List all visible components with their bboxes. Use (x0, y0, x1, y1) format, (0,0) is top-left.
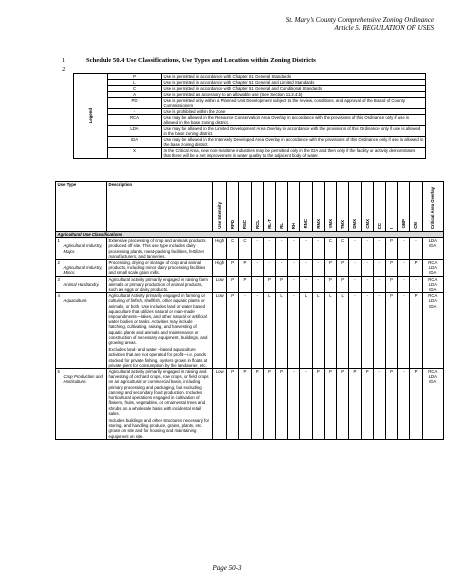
zone-value-cell: - (410, 238, 422, 260)
zone-value-cell: P (227, 260, 239, 277)
description-cell (107, 238, 213, 260)
intensity-cell: Low (213, 276, 227, 293)
zone-header (337, 182, 349, 232)
zone-value-cell: - (373, 260, 385, 277)
legend-text: In the Critical Area, new non-maritime industries may be permitted only in the IDA and then only if the facility or activity demonstrates that there will be a net improvement in water quality to the adjacent body of water. (162, 148, 426, 159)
zone-value-cell: P (276, 276, 288, 293)
zone-value-cell: L (324, 293, 336, 369)
table-header-row (56, 182, 444, 232)
zone-value-cell: - (373, 238, 385, 260)
description-cell (107, 276, 213, 293)
zone-value-cell: P (276, 369, 288, 440)
zone-value-cell: - (373, 293, 385, 369)
zone-value-cell: P (410, 369, 422, 440)
legend-row (74, 98, 426, 109)
zone-header-label: RPD (230, 219, 236, 229)
zone-value-cell: - (361, 260, 373, 277)
zone-header (361, 182, 373, 232)
zone-value-cell: P (385, 238, 397, 260)
schedule-title: Schedule 50.4 Use Classifications, Use Types and Location within Zoning Districts (86, 57, 316, 64)
use-type-cell (56, 276, 107, 293)
line-number: 2 (62, 66, 66, 73)
intensity-cell: High (213, 238, 227, 260)
zone-value-cell: - (398, 369, 410, 440)
zone-header-label: CC (376, 222, 382, 229)
zone-value-cell: L (300, 293, 312, 369)
zone-header (410, 182, 422, 232)
zone-header-label: RL (279, 223, 284, 229)
table-row (56, 293, 444, 369)
zone-value-cell: - (288, 260, 300, 277)
zone-value-cell: - (263, 260, 275, 277)
description-paragraph: Agricultural activity primarily engaged in raising farm animals or primary production of animal products, such as eggs or dairy products. (108, 276, 208, 293)
legend-text: Use may be allowed in the Intensely Developed Area Overlay in accordance with the provisions of this Ordinance only if use is allowed in the base zoning district. (162, 137, 426, 148)
legend-text: Use is permitted in accordance with Chapter 51 General and Limited Standards (162, 80, 426, 86)
zone-value-cell: - (398, 238, 410, 260)
legend-code: P (108, 74, 162, 80)
legend-code: LDA (108, 126, 162, 137)
zone-value-cell: - (398, 276, 410, 293)
zone-value-cell: P (337, 369, 349, 440)
legend-label-cell (74, 74, 108, 159)
zone-header-label: RL-T (266, 219, 272, 229)
use-classification-table (55, 181, 444, 440)
table-row (56, 260, 444, 277)
zone-value-cell: P (337, 260, 349, 277)
zone-header-label: RMX (315, 219, 321, 229)
use-name: Agricultural Industry, Major. (63, 243, 103, 254)
use-type-cell (56, 293, 107, 369)
legend-text: Use may be allowed in the Resource Conservation Area Overlay in accordance with the provisions of this Ordinance only if use is allowed in the base zoning district. (162, 115, 426, 126)
zone-header-label: CM (413, 222, 419, 229)
zone-value-cell: L (263, 293, 275, 369)
description-paragraph: Excludes land- and water –based aquaculture activities that are not operated for profit—i.e. ponds stocked for private fishing, oysters grown in floats at private piers for consumption by the landowner, etc. (108, 347, 208, 368)
use-type-cell (56, 260, 107, 277)
legend-table (73, 73, 426, 159)
use-name: Aquaculture. (63, 298, 88, 304)
legend-code: IDA (108, 137, 162, 148)
zone-value-cell: P (239, 260, 251, 277)
zone-value-cell: - (361, 238, 373, 260)
zone-header (324, 182, 336, 232)
description-cell (107, 260, 213, 277)
zone-value-cell: - (288, 238, 300, 260)
zone-value-cell: - (300, 238, 312, 260)
zone-value-cell: L (337, 293, 349, 369)
description-cell (107, 369, 213, 440)
zone-value-cell: - (251, 293, 263, 369)
zone-value-cell: L (276, 293, 288, 369)
zone-value-cell: P (251, 369, 263, 440)
zone-header-label: RNC (303, 219, 309, 229)
legend-text: Use is permitted as accessory to an allowable use (See Section 11.2.4.b) (162, 92, 426, 98)
zone-value-cell: P (337, 276, 349, 293)
zone-value-cell: - (288, 276, 300, 293)
zone-value-cell: - (349, 238, 361, 260)
zone-header-label: TMX (340, 219, 346, 229)
page-footer: Page 50-3 (212, 564, 242, 572)
zone-value-cell: - (288, 369, 300, 440)
zone-value-cell: - (373, 369, 385, 440)
header-article-title: Article 5. REGULATION OF USES (334, 24, 434, 32)
legend-code: L (108, 80, 162, 86)
use-type-header: Use Type (56, 182, 107, 232)
page-header (286, 16, 434, 32)
zone-value-cell: - (361, 293, 373, 369)
zone-value-cell: P (239, 276, 251, 293)
zone-value-cell: P (385, 276, 397, 293)
use-number: 1 (57, 238, 60, 244)
zone-value-cell: - (398, 293, 410, 369)
overlay-header (422, 182, 443, 232)
table-row (56, 276, 444, 293)
zone-value-cell: - (251, 260, 263, 277)
intensity-header (213, 182, 227, 232)
zone-header (300, 182, 312, 232)
zone-value-cell: - (398, 260, 410, 277)
zone-value-cell: - (288, 293, 300, 369)
zone-value-cell: P (227, 369, 239, 440)
zone-value-cell: - (263, 238, 275, 260)
intensity-cell: Low (213, 293, 227, 369)
overlay-cell: RCA LDA IDA (422, 260, 443, 277)
zone-value-cell: - (373, 276, 385, 293)
zone-value-cell: P (385, 260, 397, 277)
zone-value-cell: - (361, 276, 373, 293)
description-paragraph: Includes buildings and other structures necessary for storing, and handling produce, grains, plants, etc. grown on site and for housing and maintaining equipment on site. (108, 417, 210, 439)
use-number: 4 (57, 293, 60, 299)
zone-header-label: RCL (254, 219, 260, 229)
overlay-cell: RCA LDA IDA (422, 276, 443, 293)
use-type-cell (56, 238, 107, 260)
zone-header (349, 182, 361, 232)
legend-text: Use may be allowed in the Limited Development Area Overlay in accordance with the provisions of this Ordinance only if use is allowed in the base zoning district. (162, 126, 426, 137)
zone-value-cell: - (251, 238, 263, 260)
zone-header-label: I (388, 227, 394, 229)
zone-header (251, 182, 263, 232)
zone-value-cell: - (349, 260, 361, 277)
legend-row (74, 137, 426, 148)
legend-row (74, 148, 426, 159)
legend-code: C (108, 86, 162, 92)
zone-value-cell: - (312, 276, 324, 293)
zone-header-label: CMX (364, 219, 370, 229)
header-ordinance-title: St. Mary’s County Comprehensive Zoning Ordinance (285, 16, 434, 24)
zone-header-label: OBP (401, 219, 407, 229)
use-name: Crop Production and Horticulture. (63, 374, 103, 385)
zone-header-label: VMX (327, 219, 333, 229)
legend-row (74, 126, 426, 137)
zone-value-cell: C (324, 238, 336, 260)
legend-code: - (108, 109, 162, 115)
description-paragraph: Agricultural Activity primarily engaged in farming or culturing of finfish, shellfish, other aquatic plants or animals, or both. Use includes land or water based aquaculture that utilizes natural or man-made impoundments—lakes, and other natural or artificial water bodies or tanks. Activities may include hatching, cultivating, raising, and harvesting of aquatic plants and animals and maintenance or construction of necessary equipment, buildings, and growing areas. (108, 293, 208, 346)
zone-header (276, 182, 288, 232)
zone-header (227, 182, 239, 232)
description-paragraph: Processing, drying or storage of crop and animal products, including minor dairy processing facilities and small scale grain mills. (108, 260, 206, 276)
legend-code: A (108, 92, 162, 98)
description-cell (107, 293, 213, 369)
zone-value-cell: P (324, 260, 336, 277)
zone-value-cell: C (337, 238, 349, 260)
legend-text: Use is permitted in accordance with Chapter 51 General and Conditional Standards (162, 86, 426, 92)
zone-value-cell: - (349, 293, 361, 369)
overlay-cell: RCA LDA IDA (422, 369, 443, 440)
use-name: Agricultural Industry, Minor. (63, 265, 103, 276)
zone-value-cell: - (300, 260, 312, 277)
zone-value-cell: P (324, 369, 336, 440)
intensity-cell: High (213, 260, 227, 277)
use-type-cell (56, 369, 107, 440)
zone-header (312, 182, 324, 232)
zone-header (385, 182, 397, 232)
zone-value-cell: P (385, 293, 397, 369)
zone-header-label: RSC (242, 219, 248, 229)
zone-header (373, 182, 385, 232)
legend-row (74, 115, 426, 126)
zone-value-cell: P (349, 369, 361, 440)
table-row (56, 238, 444, 260)
zone-value-cell: - (349, 276, 361, 293)
zone-value-cell: P (324, 276, 336, 293)
zone-value-cell: P (263, 276, 275, 293)
zone-value-cell: P (410, 260, 422, 277)
zone-header-label: RH (291, 222, 297, 229)
overlay-cell: LDA IDA (422, 238, 443, 260)
zone-value-cell: - (276, 238, 288, 260)
legend-code: PD (108, 98, 162, 109)
use-number: 5 (57, 369, 60, 375)
intensity-cell: Low (213, 369, 227, 440)
legend-text: Use is permitted only within a Planned Unit Development subject to the review, conditions, and approval of the Board of County Commissioners (162, 98, 426, 109)
use-number: 3 (57, 276, 60, 282)
zone-header (263, 182, 275, 232)
description-paragraph: Agricultural activity primarily engaged in raising and harvesting of orchard crops, row crops, or field crops on an agricultural or commercial basis, including primary processing and packaging, but excluding canning and secondary food production. Includes horticultural operations engaged in cultivation of flowers, fruits, vegetables, or ornamental trees and shrubs on a wholesale basis with incidental retail sales. (108, 369, 209, 416)
zone-value-cell: - (312, 260, 324, 277)
zone-value-cell: - (239, 293, 251, 369)
zone-value-cell: P (227, 276, 239, 293)
zone-value-cell: C (227, 238, 239, 260)
description-header: Description (107, 182, 213, 232)
zone-value-cell: P (239, 369, 251, 440)
zone-value-cell: - (410, 276, 422, 293)
intensity-header-label: Use Intensity (217, 202, 223, 229)
zone-value-cell: L (312, 293, 324, 369)
table-row (56, 369, 444, 440)
overlay-cell: RCA LDA IDA (422, 293, 443, 369)
zone-value-cell: P (385, 369, 397, 440)
zone-value-cell: P (410, 293, 422, 369)
zone-header (288, 182, 300, 232)
use-name: Animal Husbandry. (63, 281, 100, 287)
legend-text: Use is prohibited within the zone (162, 109, 426, 115)
zone-header (398, 182, 410, 232)
zone-header-label: DMX (352, 219, 358, 229)
category-label: Agricultural Use Classifications (56, 232, 444, 238)
legend-code: X (108, 148, 162, 159)
zone-value-cell: P (263, 369, 275, 440)
zone-value-cell: P (227, 293, 239, 369)
zone-value-cell: P (361, 369, 373, 440)
legend-text: Use is permitted in accordance with Chapter 51 General Standards (162, 74, 426, 80)
overlay-header-label: Critical Area Overlay (430, 186, 436, 229)
zone-header (239, 182, 251, 232)
zone-value-cell: - (251, 276, 263, 293)
description-paragraph: Extensive processing of crop and animals products produced off site. This use type includes dairy processing plants, meat-packing facilities, fertilizer manufacturers, and tanneries. (108, 238, 206, 259)
zone-value-cell: - (300, 369, 312, 440)
zone-value-cell: P (312, 369, 324, 440)
zone-value-cell: - (312, 238, 324, 260)
zone-value-cell: - (300, 276, 312, 293)
line-number: 1 (62, 57, 66, 64)
use-number: 2 (57, 260, 60, 266)
zone-value-cell: - (276, 260, 288, 277)
legend-label: Legend (88, 107, 93, 124)
legend-code: RCA (108, 115, 162, 126)
zone-value-cell: C (239, 238, 251, 260)
